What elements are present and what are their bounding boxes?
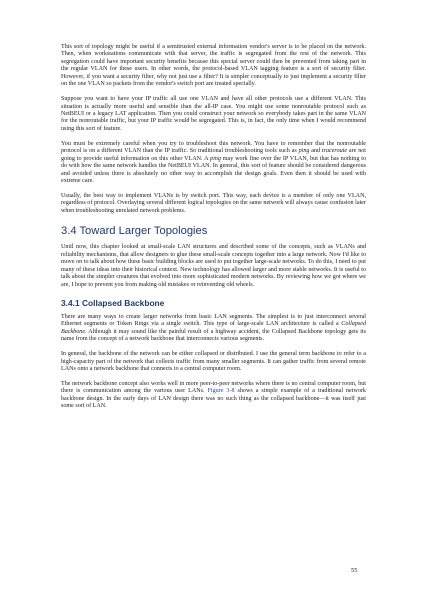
text-run: and [309, 148, 322, 155]
text-run: may work fine over the IP VLAN, but that has nothing to do with how the same network handles the NetBEUI VLAN. In general, this sort of feature should be considered dangerous and avoided unless there is absolutely no other way to accomplish the design goals. Even then it should be used with extreme care. [61, 155, 366, 185]
italic-collapsed-backbone: Collapsed Backbone [61, 321, 366, 335]
italic-ping: ping [298, 148, 310, 155]
text-run: You must be extremely careful when you try to troubleshoot this network. You have to remember that the nonroutable protocol is on a different VLAN than the IP traffic. So traditional troubleshooting tools such as [61, 140, 366, 155]
page-number: 55 [351, 567, 358, 574]
text-run: The network backbone concept also works well in more peer-to-peer networks where there is no central computer room, but there is communication among the various user LANs. [61, 380, 366, 395]
paragraph-backbone-general: In general, the backbone of the network can be either collapsed or distributed. I use the general term backbone to refer to a high-capacity part of the network that collects traffic from many smaller segments. It can gather traffic from several remote LANs onto a network backbone that connects to a central computer room. [61, 351, 366, 373]
text-run: are not going to provide useful information on this other VLAN. A [61, 148, 366, 162]
paragraph-backbone-concept [61, 381, 366, 411]
paragraph-ip-vlan: Suppose you want to have your IP traffic all use one VLAN and have all other protocols use a different VLAN. This situation is actually more useful and sensible than the all-IP case. You might use some nonroutable protocol such as NetBEUI or a legacy LAT application. Then you could construct your network so everybody takes part in the same VLAN for the nonroutable traffic, but your IP traffic would be segregated. This is, in fact, the only time when I would recommend using this sort of feature. [61, 96, 366, 132]
text-run: . Although it may sound like the painful result of a highway accident, the Collapsed Backbone topology gets its name from the concept of a network backbone that interconnects various segments. [61, 328, 366, 343]
italic-traceroute: traceroute [321, 148, 348, 155]
page-content [61, 44, 366, 418]
paragraph-vendor-server: This sort of topology might be useful if a semitrusted external information vendor's server is to be placed on the network. Then, when workstations communicate with that server, the traffic is segregated from the rest of the network. This segregation could have important security benefits because this special server could then be prevented from taking part in the regular VLAN for these users. In other words, the protocol-based VLAN tagging feature is a sort of security filter. However, if you want a security filter, why not just use a filter? It is simpler conceptually to just implement a security filter on the one VLAN so packets from the vendor's switch port are treated specially. [61, 44, 366, 88]
paragraph-collapsed-backbone [61, 314, 366, 344]
figure-link[interactable]: Figure 3-8 [207, 388, 235, 395]
paragraph-larger-topologies: Until now, this chapter looked at small-scale LAN structures and described some of the concepts, such as VLANs and reliability mechanisms, that allow designers to glue these small-scale concepts together into a large network. Now I'd like to move on to talk about how these basic building blocks are used to put together large-scale networks. To do this, I need to put many of these ideas into their historical context. New technology has allowed larger and more stable networks. It is useful to talk about the simpler creatures that evolved into more sophisticated modern networks. By reviewing how we got where we are, I hope to prevent you from making old mistakes or reinventing old wheels. [61, 244, 366, 288]
subsection-heading: 3.4.1 Collapsed Backbone [61, 297, 165, 308]
text-run: shows a simple example of a traditional network backbone design. In the early days of LAN design there was no such thing as the collapsed backbone—it was itself just some sort of LAN. [61, 388, 366, 410]
paragraph-troubleshooting [61, 141, 366, 186]
paragraph-switch-port: Usually, the best way to implement VLANs is by switch port. This way, each device is a member of only one VLAN, regardless of protocol. Overlaying several different logical topologies on the same network will always cause confusion later when troubleshooting unrelated network problems. [61, 192, 366, 214]
italic-ping: ping [210, 155, 221, 162]
text-run: There are many ways to create larger networks from basic LAN segments. The simplest is to just interconnect several Ethernet segments or Token Rings via a single switch. This type of large-scale LAN architecture is called a [61, 313, 366, 328]
section-heading: 3.4 Toward Larger Topologies [61, 225, 208, 238]
